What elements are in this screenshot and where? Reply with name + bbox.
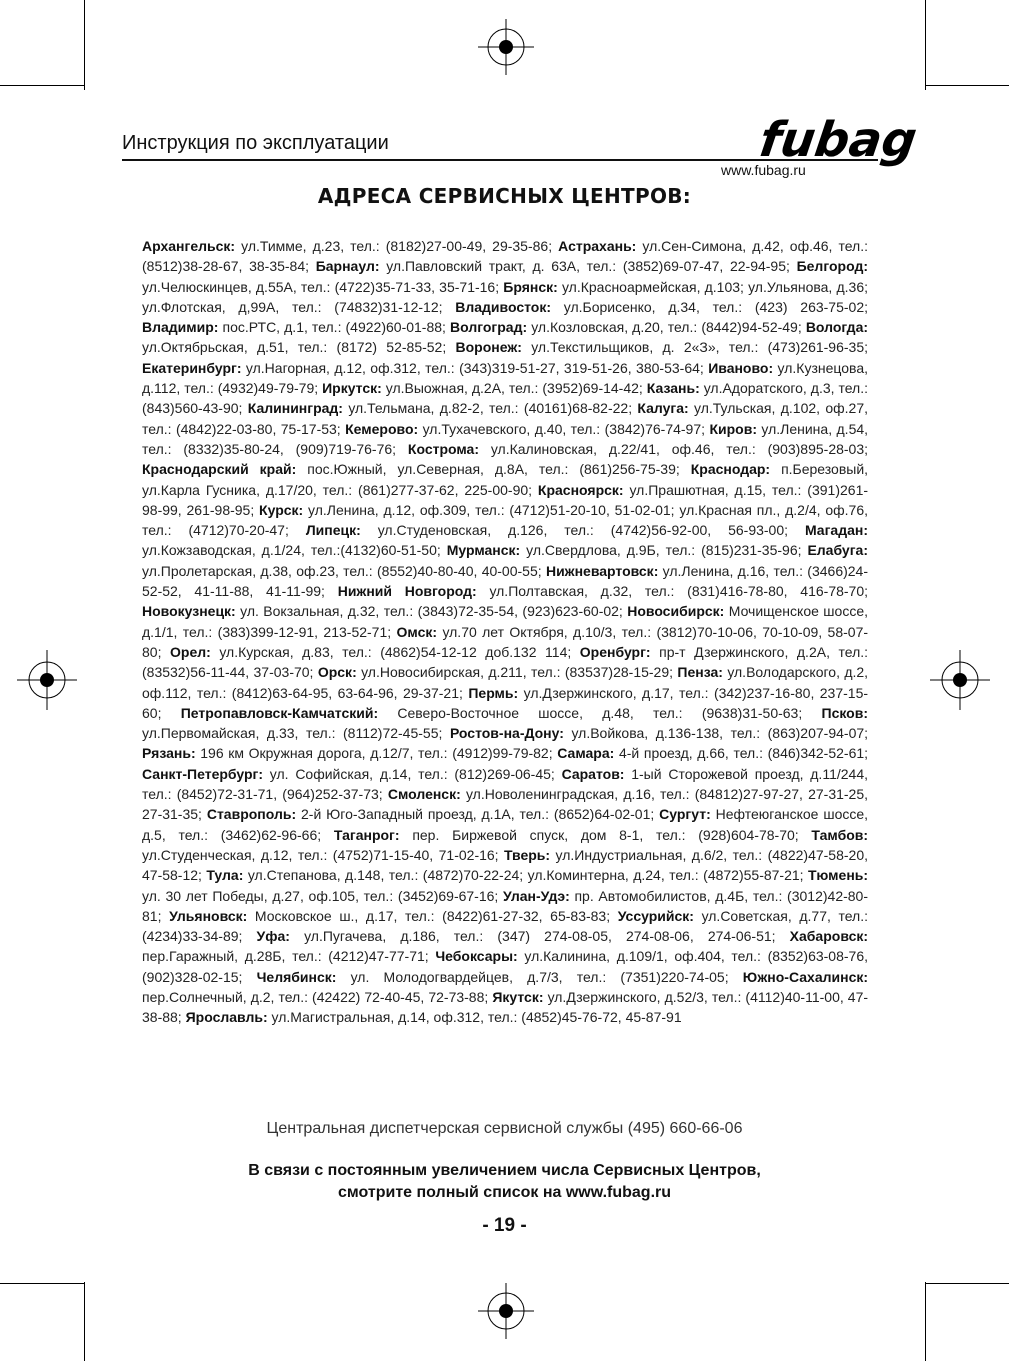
update-notice (0, 1160, 1009, 1204)
city-address: ул. Молодогвардейцев, д.7/3, тел.: (7351)220-74-05; (350, 968, 729, 985)
svg-text:fubag: fubag (756, 112, 921, 168)
city-address: ул.Индустриальная, д.6/2, тел.: (4822)47-58-20, 47-58-12; (142, 846, 869, 884)
city-name: Казань: (646, 380, 700, 397)
city-name: Архангельск: (142, 238, 236, 254)
city-name: Кемерово: (345, 420, 419, 437)
city-address: ул.Красноармейская, д.103; ул.Ульянова, д.36; ул.Флотская, д,99А, тел.: (74832)31-12-12; (142, 278, 869, 315)
city-name: Новокузнецк: (142, 603, 236, 620)
section-title: АДРЕСА СЕРВИСНЫХ ЦЕНТРОВ: (317, 184, 692, 208)
city-name: Оренбург: (579, 643, 651, 660)
city-name: Нижний Новгород: (337, 583, 477, 600)
city-address: 1-ый Сторожевой проезд, д.11/244, тел.: (8452)72-31-71, (964)252-37-73; (142, 765, 868, 803)
city-name: Самара: (557, 745, 615, 762)
city-name: Тула: (206, 867, 244, 884)
city-name: Чебоксары: (435, 948, 518, 965)
city-name: Уссурийск: (617, 907, 694, 924)
city-name: Кострома: (407, 440, 479, 457)
city-address: ул.Прашютная, д.15, тел.: (391)261-98-99, 261-98-95; (142, 481, 869, 518)
city-name: Омск: (396, 623, 438, 640)
city-address: ул.Тельмана, д.82-2, тел.: (40161)68-82-22; (348, 400, 633, 417)
city-address: ул.70 лет Октября, д.10/3, тел.: (3812)70-10-06, 70-10-09, 58-07-80; (142, 623, 869, 660)
city-address: ул. Вокзальная, д.32, тел.: (3843)72-35-54, (923)623-60-02; (240, 603, 623, 620)
registration-mark-top (478, 19, 534, 75)
city-address: ул.Тульская, д.102, оф.27, тел.: (4842)22-03-80, 75-17-53; (142, 400, 869, 437)
registration-mark-left (17, 650, 77, 710)
page-number: - 19 - (482, 1215, 527, 1236)
city-address: пер.Солнечный, д.2, тел.: (42422) 72-40-45, 72-73-88; (142, 988, 489, 1005)
city-address: ул.Курская, д.83, тел.: (4862)54-12-12 доб.132 114; (219, 643, 572, 660)
city-name: Иваново: (708, 359, 774, 376)
crop-mark (925, 1282, 926, 1361)
city-address: ул.Кожзаводская, д.1/24, тел.:(4132)60-51-50; (142, 542, 441, 559)
city-name: Владивосток: (455, 298, 552, 315)
city-address: ул.Первомайская, д.33, тел.: (8112)72-45-55; (142, 725, 443, 742)
city-name: Рязань: (142, 745, 196, 762)
dispatch-phone-line: Центральная диспетчерская сервисной службы (495) 660-66-06 (266, 1120, 743, 1137)
city-address: ул.Адоратского, д.3, тел.: (843)560-43-90; (142, 380, 869, 417)
city-address: пр-т Дзержинского, д.2А, тел.: (83532)56-11-44, 37-03-70; (142, 643, 869, 681)
city-address: ул.Павловский тракт, д. 63А, тел.: (3852)69-07-47, 22-94-95; (386, 258, 790, 275)
city-address: ул.Володарского, д.2, оф.112, тел.: (8412)63-64-95, 63-64-96, 29-37-21; (142, 664, 869, 701)
city-name: Смоленск: (387, 786, 461, 803)
city-address: 196 км Окружная дорога, д.12/7, тел.: (4912)99-79-82; (200, 745, 553, 762)
city-name: Уфа: (256, 928, 290, 945)
city-address: пр. Автомобилистов, д.4Б, тел.: (3012)42-80-81; (142, 887, 868, 924)
city-address: Северо-Восточное шоссе, д.48, тел.: (9638)31-50-63; (397, 704, 803, 721)
city-name: Елабуга: (807, 542, 868, 559)
city-address: ул.Дзержинского, д.17, тел.: (342)237-16-80, 237-15-60; (142, 684, 869, 721)
city-address: ул.Выожная, д.2А, тел.: (3952)69-14-42; (385, 380, 643, 397)
city-address: 2-й Юго-Западный проезд, д.1А, тел.: (8652)64-02-01; (301, 806, 655, 823)
city-address: ул.Тимме, д.23, тел.: (8182)27-00-49, 29-35-86; (241, 238, 553, 254)
city-address: ул.Студеновская, д.126, тел.: (4742)56-92-00, 56-93-00; (377, 522, 789, 539)
city-name: Барнаул: (315, 258, 380, 275)
city-name: Сургут: (659, 806, 711, 823)
crop-mark (84, 0, 85, 90)
city-address: Нефтеюганское шоссе, д.5, тел.: (3462)62-96-66; (142, 806, 869, 843)
city-address: ул.Свердлова, д.9Б, тел.: (815)231-35-96; (526, 542, 802, 559)
city-name: Ярославль: (185, 1009, 268, 1026)
city-name: Брянск: (503, 278, 558, 295)
city-address: ул.Тухачевского, д.40, тел.: (3842)76-74-97; (422, 420, 706, 437)
city-name: Якутск: (492, 988, 544, 1005)
city-name: Астрахань: (558, 238, 637, 254)
crop-mark (925, 1283, 1009, 1284)
crop-mark (84, 1282, 85, 1361)
city-name: Владимир: (142, 319, 219, 336)
city-address: ул.Новоленинградская, д.16, тел.: (84812)27-97-27, 27-31-25, 27-31-35; (142, 786, 869, 823)
city-name: Мурманск: (446, 542, 521, 559)
city-address: ул.Пугачева, д.186, тел.: (347) 274-08-05, 274-08-06, 274-06-51; (304, 928, 776, 945)
city-address: ул.Кузнецова, д.112, тел.: (4932)49-79-79; (142, 359, 868, 397)
city-address: ул. 30 лет Победы, д.27, оф.105, тел.: (3452)69-67-16; (142, 887, 499, 904)
city-name: Южно-Сахалинск: (742, 968, 869, 985)
city-address: ул. Софийская, д.14, тел.: (812)269-06-45; (269, 765, 555, 782)
service-center-list (142, 236, 868, 1028)
notice-line-1: В связи с постоянным увеличением числа Сервисных Центров, (248, 1162, 761, 1179)
fubag-logo (756, 112, 921, 168)
city-name: Пенза: (677, 664, 723, 681)
city-name: Екатеринбург: (142, 359, 242, 376)
city-address: ул.Советская, д.77, тел.: (4234)33-34-89; (142, 907, 869, 945)
city-address: ул.Калиновская, д.22/41, оф.46, тел.: (903)895-28-03; (490, 440, 869, 457)
site-url: www.fubag.ru (721, 162, 806, 178)
city-name: Улан-Удэ: (503, 887, 570, 904)
city-name: Орск: (317, 664, 357, 681)
city-address: пос.РТС, д.1, тел.: (4922)60-01-88; (222, 319, 446, 336)
city-name: Псков: (821, 704, 868, 721)
city-name: Иркутск: (322, 380, 382, 397)
city-address: п.Березовый, ул.Карла Гусника, д.17/20, тел.: (861)277-37-62, 225-00-90; (142, 461, 869, 498)
city-name: Курск: (259, 501, 304, 518)
city-address: ул.Войкова, д.136-138, тел.: (863)207-94-07; (571, 725, 869, 742)
city-address: ул.Октябрьская, д.51, тел.: (8172) 52-85-52; (142, 339, 447, 356)
city-address: ул.Пролетарская, д.38, оф.23, тел.: (8552)40-80-40, 40-00-55; (142, 562, 542, 579)
city-name: Ростов-на-Дону: (449, 725, 564, 742)
city-address: ул.Текстильщиков, д. 2«З», тел.: (473)261-96-35; (531, 339, 869, 356)
crop-mark (925, 85, 1009, 86)
city-name: Новосибирск: (627, 603, 725, 620)
city-address: Московское ш., д.17, тел.: (8422)61-27-32, 65-83-83; (254, 907, 611, 924)
city-name: Тюмень: (808, 867, 869, 884)
city-address: ул.Калинина, д.109/1, оф.404, тел.: (8352)63-08-76, (902)328-02-15; (142, 948, 869, 985)
city-name: Калининград: (247, 400, 343, 417)
city-address: ул.Ленина, д.12, оф.309, тел.: (4712)51-20-10, 51-02-01; ул.Красная пл., д.2/4, оф.76, тел.: (4712)70-20-47; (142, 501, 868, 539)
city-address: ул.Полтавская, д.32, тел.: (831)416-78-80, 416-78-70; (489, 583, 869, 600)
city-address: Мочищенское шоссе, д.1/1, тел.: (383)399-12-91, 213-52-71; (142, 603, 868, 640)
city-name: Калуга: (637, 400, 689, 417)
city-name: Краснодар: (690, 461, 771, 478)
city-address: ул.Новосибирская, д.211, тел.: (83537)28-15-29; (361, 664, 674, 681)
city-name: Краснодарский край: (142, 461, 297, 478)
city-address: ул.Студенческая, д.12, тел.: (4752)71-15-40, 71-02-16; (142, 846, 499, 863)
city-address: ул.Магистральная, д.14, оф.312, тел.: (4852)45-76-72, 45-87-91 (271, 1009, 682, 1026)
city-name: Орел: (170, 643, 211, 660)
registration-mark-right (930, 650, 990, 710)
city-name: Киров: (709, 420, 757, 437)
city-address: ул.Степанова, д.148, тел.: (4872)70-22-24; ул.Коминтерна, д.24, тел.: (4872)55-87-21; (247, 867, 804, 884)
crop-mark (925, 0, 926, 90)
city-address: пер.Гаражный, д.28Б, тел.: (4212)47-77-71; (142, 948, 429, 965)
city-name: Волгоград: (450, 319, 528, 336)
city-name: Белгород: (796, 258, 868, 275)
city-address: ул.Нагорная, д.12, оф.312, тел.: (343)319-51-27, 319-51-26, 380-53-64; (245, 359, 704, 376)
city-address: ул.Козловская, д.20, тел.: (8442)94-52-49; (531, 319, 802, 336)
crop-mark (0, 85, 84, 86)
city-address: ул.Челюскинцев, д.55А, тел.: (4722)35-71-33, 35-71-16; (142, 278, 500, 295)
city-address: пос.Южный, ул.Северная, д.8А, тел.: (861)256-75-39; (307, 461, 680, 478)
city-address: 4-й проезд, д.66, тел.: (846)342-52-61; (618, 745, 869, 762)
city-name: Саратов: (561, 765, 625, 782)
city-address: ул.Дзержинского, д.52/3, тел.: (4112)40-11-00, 47-38-88; (142, 988, 869, 1026)
city-address: ул.Сен-Симона, д.42, оф.46, тел.: (8512)38-28-67, 38-35-84; (142, 238, 869, 275)
city-name: Магадан: (804, 522, 868, 539)
city-name: Воронеж: (455, 339, 522, 356)
city-name: Ставрополь: (206, 806, 297, 823)
crop-mark (0, 1283, 84, 1284)
city-name: Ульяновск: (169, 907, 248, 924)
manual-title: Инструкция по эксплуатации (122, 132, 389, 154)
city-name: Тамбов: (811, 826, 869, 843)
city-name: Хабаровск: (789, 928, 869, 945)
city-name: Пермь: (468, 684, 519, 701)
city-name: Липецк: (305, 522, 361, 539)
city-address: ул.Ленина, д.54, тел.: (8332)35-80-24, (909)719-76-76; (142, 420, 869, 457)
city-name: Красноярск: (537, 481, 624, 498)
city-name: Таганрог: (333, 826, 400, 843)
city-name: Вологда: (805, 319, 869, 336)
city-name: Санкт-Петербург: (142, 765, 264, 782)
city-address: ул.Ленина, д.16, тел.: (3466)24-52-52, 41-11-88, 41-11-99; (142, 562, 869, 600)
city-name: Нижневартовск: (545, 562, 659, 579)
city-name: Челябинск: (256, 968, 337, 985)
city-address: пер. Биржевой спуск, дом 8-1, тел.: (928)604-78-70; (412, 826, 799, 843)
city-name: Тверь: (504, 846, 551, 863)
notice-line-2: смотрите полный список на www.fubag.ru (337, 1184, 672, 1201)
city-name: Петропавловск-Камчатский: (180, 704, 379, 721)
registration-mark-bottom (478, 1283, 534, 1339)
city-address: ул.Борисенко, д.34, тел.: (423) 263-75-02; (563, 298, 869, 315)
